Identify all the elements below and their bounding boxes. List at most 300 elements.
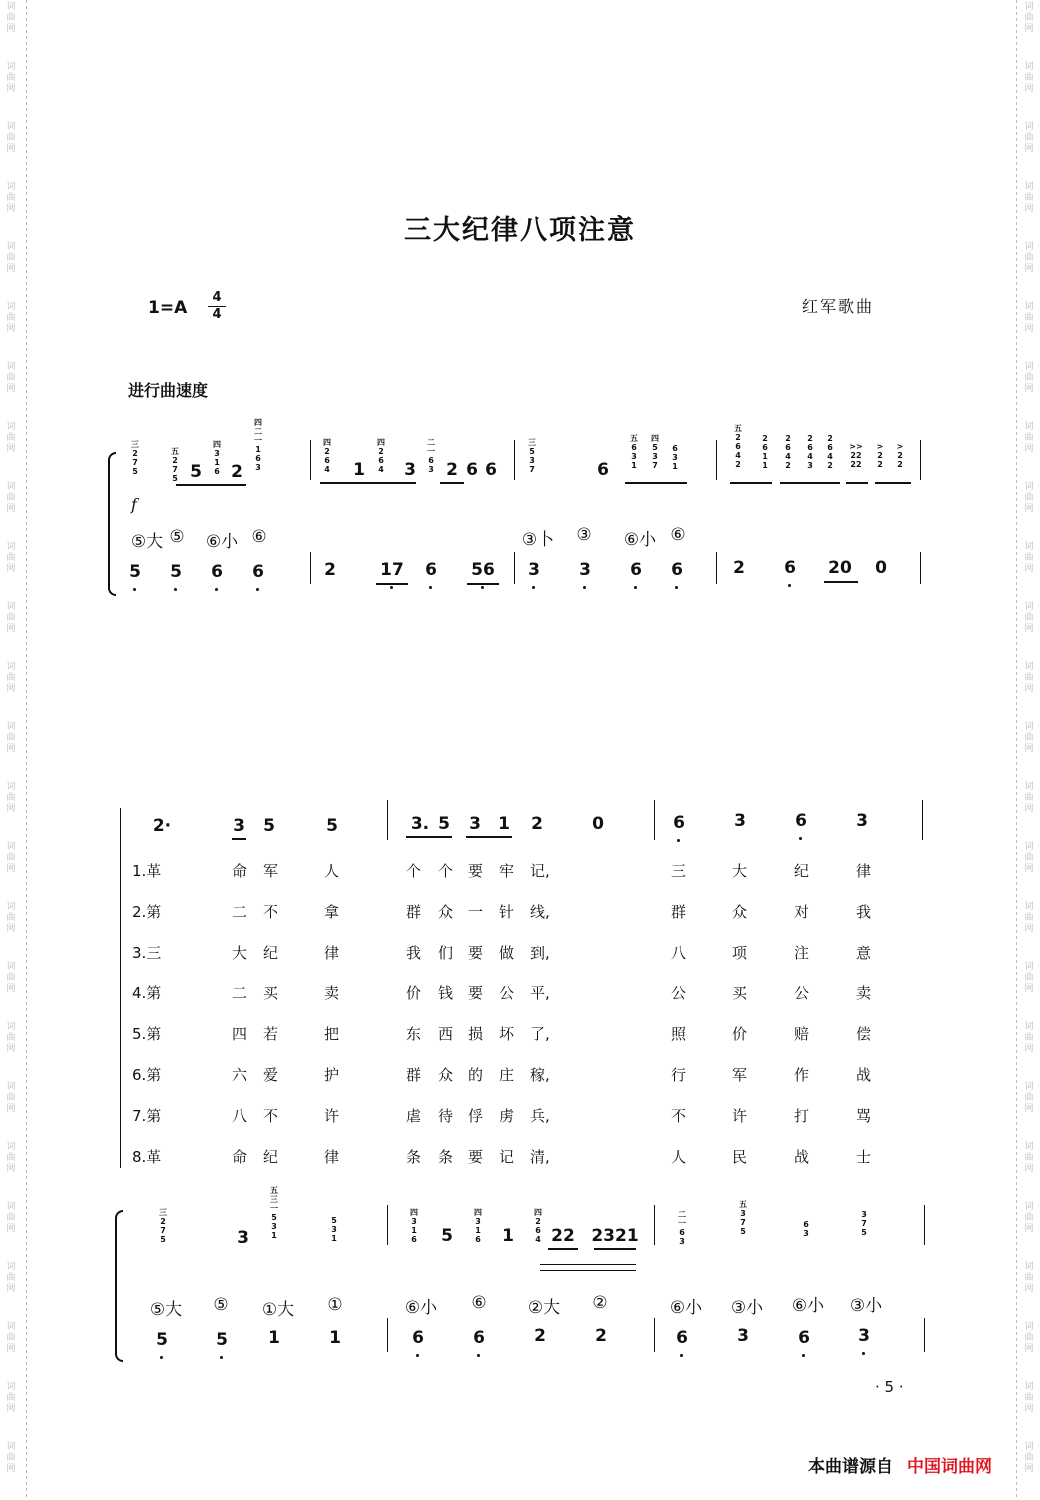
lyric-syllable: 坏: [499, 1025, 515, 1043]
fingering: ⑤大: [130, 532, 164, 552]
lyric-syllable: 拿: [324, 903, 340, 921]
footer-label: 本曲谱源自: [808, 1457, 893, 1477]
melody-note: 2·: [152, 816, 172, 836]
lyric-syllable: 骂: [856, 1107, 872, 1125]
lyric-syllable: 许: [324, 1107, 340, 1125]
lyric-syllable: 1.革: [132, 862, 162, 880]
chord-stack: 四 二 一 1 6 3: [254, 418, 262, 472]
watermark-text: 词 曲 网: [6, 1202, 16, 1234]
chord-stack: 2 6 1 1: [762, 434, 768, 470]
barline: [716, 552, 717, 584]
bass-note: 6: [418, 560, 444, 580]
bass-note: 6: [777, 558, 803, 578]
watermark-text: 词 曲 网: [1024, 662, 1034, 694]
system1-brace: [108, 452, 116, 596]
bass-note: 1: [329, 1328, 341, 1348]
beam: [780, 482, 840, 484]
lyric-syllable: 对: [794, 903, 810, 921]
lyric-syllable: 护: [324, 1066, 340, 1084]
lyric-syllable: 做: [499, 944, 515, 962]
bass-note: 17: [380, 560, 404, 580]
lyric-syllable: 律: [856, 862, 872, 880]
lyric-syllable: 4.第: [132, 984, 162, 1002]
watermark-text: 词 曲 网: [1024, 722, 1034, 754]
chord-stack: 五 3 7 5: [739, 1200, 747, 1236]
lyric-syllable: 6.第: [132, 1066, 162, 1084]
bass-note: 3: [737, 1326, 749, 1346]
melody-note: 3: [856, 811, 868, 831]
bass-note: 56: [471, 560, 495, 580]
lyric-syllable: 记: [499, 1148, 515, 1166]
time-signature-top: 4: [212, 290, 222, 305]
lyric-syllable: 项: [732, 944, 748, 962]
chord-stack: 2 6 4 2: [827, 434, 833, 470]
watermark-text: 词 曲 网: [1024, 1322, 1034, 1354]
note: 2: [231, 462, 243, 482]
fingering: ⑥: [670, 525, 686, 545]
bass-note: 5: [149, 1330, 175, 1350]
watermark-text: 词 曲 网: [6, 362, 16, 394]
melody-note: 3: [469, 814, 481, 834]
fingering: ②: [592, 1293, 608, 1313]
bass-note: 2: [595, 1326, 607, 1346]
bass-note: 0: [875, 558, 887, 578]
watermark-text: 词 曲 网: [6, 542, 16, 574]
lyric-syllable: 战: [794, 1148, 810, 1166]
barline: [310, 552, 311, 584]
chord-stack: 二 一 6 3: [678, 1210, 686, 1246]
lyric-syllable: 群: [406, 903, 422, 921]
melody-note: 5: [438, 814, 450, 834]
lyric-syllable: 虏: [499, 1107, 515, 1125]
watermark-text: 词 曲 网: [1024, 962, 1034, 994]
beam: [846, 482, 868, 484]
decrescendo-line: [540, 1270, 636, 1271]
lyric-syllable: 钱: [438, 984, 454, 1002]
lyric-syllable: 众: [438, 1066, 454, 1084]
lyric-syllable: 稼,: [530, 1066, 550, 1084]
chord-stack: 二 一 6 3: [427, 438, 435, 474]
lyric-syllable: 8.革: [132, 1148, 162, 1166]
watermark-text: 词 曲 网: [6, 1022, 16, 1054]
lyric-syllable: 注: [794, 944, 810, 962]
melody-note: 1: [498, 814, 510, 834]
lyric-syllable: 兵,: [530, 1107, 550, 1125]
lyric-syllable: 清,: [530, 1148, 550, 1166]
fingering: ⑥小: [205, 532, 239, 552]
lyric-syllable: 若: [263, 1025, 279, 1043]
bass-note: 6: [405, 1328, 431, 1348]
chord-stack: 五 三 一 5 3 1: [270, 1186, 278, 1240]
bass-note: 6: [466, 1328, 492, 1348]
watermark-text: 词 曲 网: [1024, 782, 1034, 814]
lyric-syllable: 买: [263, 984, 279, 1002]
lyric-syllable: 公: [794, 984, 810, 1002]
chord-stack: 四 5 3 7: [651, 434, 659, 470]
accent-stack: > 2 2: [876, 442, 884, 469]
watermark-text: 词 曲 网: [6, 962, 16, 994]
fingering: ③卜: [521, 530, 555, 550]
beam: [176, 484, 246, 486]
note: 6: [597, 460, 609, 480]
lyric-syllable: 不: [671, 1107, 687, 1125]
watermark-text: 词 曲 网: [1024, 362, 1034, 394]
beam: [406, 836, 452, 838]
lyric-syllable: 西: [438, 1025, 454, 1043]
lyric-syllable: 个: [438, 862, 454, 880]
lyric-syllable: 2.第: [132, 903, 162, 921]
lyric-syllable: 律: [324, 944, 340, 962]
tempo-marking: 进行曲速度: [128, 381, 209, 400]
note: 3: [404, 460, 416, 480]
lyric-syllable: 战: [856, 1066, 872, 1084]
lyric-syllable: 卖: [324, 984, 340, 1002]
fingering: ③小: [849, 1296, 883, 1316]
watermark-text: 词 曲 网: [6, 122, 16, 154]
bass-note: 6: [245, 562, 271, 582]
watermark-text: 词 曲 网: [6, 902, 16, 934]
melody-note: 2: [531, 814, 543, 834]
chord-stack: 四 2 6 4: [377, 438, 385, 474]
left-barline: [120, 808, 121, 1168]
lyric-syllable: 爱: [263, 1066, 279, 1084]
lyric-syllable: 大: [232, 944, 248, 962]
lyric-syllable: 俘: [468, 1107, 484, 1125]
watermark-text: 词 曲 网: [6, 782, 16, 814]
watermark-text: 词 曲 网: [1024, 242, 1034, 274]
chord-stack: 三 2 7 5: [131, 440, 139, 476]
bass-note: 6: [669, 1328, 695, 1348]
barline: [922, 800, 923, 840]
lyric-syllable: 我: [856, 903, 872, 921]
beam: [320, 482, 416, 484]
lyric-syllable: 众: [732, 903, 748, 921]
barline: [924, 1318, 925, 1352]
melody-note: 5: [263, 816, 275, 836]
lyric-syllable: 人: [324, 862, 340, 880]
barline: [654, 800, 655, 840]
watermark-text: 词 曲 网: [6, 602, 16, 634]
chord-stack: 五 2 6 4 2: [734, 424, 742, 469]
source-footer: [808, 1452, 992, 1477]
watermark-text: 词 曲 网: [1024, 1262, 1034, 1294]
lyric-syllable: 纪: [794, 862, 810, 880]
lyric-syllable: 八: [232, 1107, 248, 1125]
bass-note: 2: [733, 558, 745, 578]
beam: [466, 836, 512, 838]
lyric-syllable: 纪: [263, 944, 279, 962]
bass-note: 20: [828, 558, 852, 578]
watermark-text: 词 曲 网: [6, 662, 16, 694]
watermark-text: 词 曲 网: [1024, 422, 1034, 454]
barline: [920, 440, 921, 480]
lyric-syllable: 行: [671, 1066, 687, 1084]
beam: [730, 482, 772, 484]
lyric-syllable: 军: [732, 1066, 748, 1084]
bass-note: 3: [521, 560, 547, 580]
barline: [924, 1205, 925, 1245]
chord-stack: 四 2 6 4: [323, 438, 331, 474]
lyric-syllable: 条: [406, 1148, 422, 1166]
watermark-text: 词 曲 网: [6, 182, 16, 214]
beam: [440, 482, 464, 484]
watermark-text: 词 曲 网: [1024, 602, 1034, 634]
note: 22: [551, 1226, 575, 1246]
note: 1: [502, 1226, 514, 1246]
watermark-text: 词 曲 网: [6, 1442, 16, 1474]
lyric-syllable: 线,: [530, 903, 550, 921]
barline: [654, 1205, 655, 1245]
lyric-syllable: 把: [324, 1025, 340, 1043]
melody-note: 3: [233, 816, 245, 836]
watermark-text: 词 曲 网: [6, 1322, 16, 1354]
melody-note: 0: [592, 814, 604, 834]
note: 5: [190, 462, 202, 482]
watermark-text: 词 曲 网: [6, 1082, 16, 1114]
lyric-syllable: 一: [468, 903, 484, 921]
lyric-syllable: 律: [324, 1148, 340, 1166]
note: 2321: [591, 1226, 639, 1246]
barline: [716, 440, 717, 480]
fingering: ⑥小: [669, 1298, 703, 1318]
lyric-syllable: 要: [468, 984, 484, 1002]
watermark-text: 词 曲 网: [1024, 1142, 1034, 1174]
watermark-text: 词 曲 网: [1024, 2, 1034, 34]
lyric-syllable: 命: [232, 862, 248, 880]
bass-note: 3: [572, 560, 598, 580]
barline: [514, 552, 515, 584]
lyric-syllable: 意: [856, 944, 872, 962]
footer-site-link[interactable]: 中国词曲网: [907, 1457, 992, 1477]
bass-note: 6: [623, 560, 649, 580]
barline: [387, 1205, 388, 1245]
accent-stack: > 2 2: [896, 442, 904, 469]
melody-note: 5: [326, 816, 338, 836]
fingering: ⑥: [471, 1293, 487, 1313]
fingering: ⑥: [251, 527, 267, 547]
lyric-syllable: 不: [263, 903, 279, 921]
lyric-syllable: 买: [732, 984, 748, 1002]
bass-note: 1: [268, 1328, 280, 1348]
note: 2: [446, 460, 458, 480]
watermark-text: 词 曲 网: [1024, 62, 1034, 94]
fingering: ①大: [261, 1300, 295, 1320]
bass-note: 6: [664, 560, 690, 580]
watermark-text: 词 曲 网: [1024, 1442, 1034, 1474]
chord-stack: 四 3 1 6: [213, 440, 221, 476]
watermark-text: 词 曲 网: [1024, 182, 1034, 214]
watermark-text: 词 曲 网: [6, 1262, 16, 1294]
beam: [548, 1248, 578, 1250]
chord-stack: 2 6 4 3: [807, 434, 813, 470]
lyric-syllable: 纪: [263, 1148, 279, 1166]
melody-note: 6: [666, 813, 692, 833]
barline: [387, 1318, 388, 1352]
beam: [875, 482, 911, 484]
barline: [514, 440, 515, 480]
melody-note: 6: [788, 811, 814, 831]
lyric-syllable: 群: [406, 1066, 422, 1084]
beam: [625, 482, 687, 484]
note: 1: [353, 460, 365, 480]
fingering: ③: [576, 525, 592, 545]
watermark-text: 词 曲 网: [1024, 1022, 1034, 1054]
system3-brace: [115, 1210, 123, 1362]
lyric-syllable: 赔: [794, 1025, 810, 1043]
lyric-syllable: 众: [438, 903, 454, 921]
fingering: ⑥小: [623, 530, 657, 550]
fingering: ⑥小: [404, 1298, 438, 1318]
watermark-text: 词 曲 网: [1024, 1082, 1034, 1114]
lyric-syllable: 照: [671, 1025, 687, 1043]
watermark-text: 词 曲 网: [1024, 482, 1034, 514]
song-source: 红军歌曲: [802, 297, 875, 316]
lyric-syllable: 5.第: [132, 1025, 162, 1043]
lyric-syllable: 记,: [530, 862, 550, 880]
chord-stack: 3 7 5: [861, 1210, 867, 1237]
bass-note: 6: [791, 1328, 817, 1348]
bass-note: 3: [851, 1326, 877, 1346]
lyric-syllable: 东: [406, 1025, 422, 1043]
lyric-syllable: 条: [438, 1148, 454, 1166]
lyric-syllable: 虐: [406, 1107, 422, 1125]
lyric-syllable: 人: [671, 1148, 687, 1166]
lyric-syllable: 们: [438, 944, 454, 962]
lyric-syllable: 公: [671, 984, 687, 1002]
watermark-text: 词 曲 网: [6, 2, 16, 34]
note: 6: [466, 460, 478, 480]
lyric-syllable: 大: [732, 862, 748, 880]
bass-note: 2: [324, 560, 336, 580]
beam: [594, 1248, 636, 1250]
chord-stack: 5 3 1: [331, 1216, 337, 1243]
page-number: · 5 ·: [875, 1378, 904, 1396]
lyric-syllable: 的: [468, 1066, 484, 1084]
fingering: ⑥小: [791, 1296, 825, 1316]
beam: [824, 581, 858, 583]
lyric-syllable: 要: [468, 1148, 484, 1166]
watermark-text: 词 曲 网: [6, 422, 16, 454]
lyric-syllable: 个: [406, 862, 422, 880]
lyric-syllable: 士: [856, 1148, 872, 1166]
bass-note: 5: [163, 562, 189, 582]
barline: [310, 440, 311, 480]
lyric-syllable: 要: [468, 944, 484, 962]
watermark-text: 词 曲 网: [6, 242, 16, 274]
lyric-syllable: 许: [732, 1107, 748, 1125]
lyric-syllable: 不: [263, 1107, 279, 1125]
lyric-syllable: 牢: [499, 862, 515, 880]
fingering: ⑤大: [149, 1300, 183, 1320]
watermark-text: 词 曲 网: [1024, 542, 1034, 574]
lyric-syllable: 公: [499, 984, 515, 1002]
watermark-text: 词 曲 网: [6, 482, 16, 514]
watermark-text: 词 曲 网: [1024, 842, 1034, 874]
lyric-syllable: 了,: [530, 1025, 550, 1043]
chord-stack: 五 6 3 1: [630, 434, 638, 470]
barline: [920, 552, 921, 584]
watermark-text: 词 曲 网: [6, 1382, 16, 1414]
fingering: ①: [327, 1295, 343, 1315]
watermark-text: 词 曲 网: [1024, 302, 1034, 334]
melody-note: 3.: [410, 814, 430, 834]
fingering: ③小: [730, 1298, 764, 1318]
chord-stack: 四 3 1 6: [410, 1208, 418, 1244]
watermark-text: 词 曲 网: [6, 302, 16, 334]
time-signature: [208, 291, 226, 322]
lyric-syllable: 民: [732, 1148, 748, 1166]
lyric-syllable: 价: [732, 1025, 748, 1043]
lyric-syllable: 打: [794, 1107, 810, 1125]
watermark-text: 词 曲 网: [1024, 1202, 1034, 1234]
fingering: ⑤: [213, 1295, 229, 1315]
key-signature: 1=A: [148, 298, 188, 318]
watermark-text: 词 曲 网: [1024, 1382, 1034, 1414]
time-signature-bottom: 4: [212, 307, 222, 322]
watermark-text: 词 曲 网: [6, 842, 16, 874]
lyric-syllable: 军: [263, 862, 279, 880]
lyric-syllable: 偿: [856, 1025, 872, 1043]
lyric-syllable: 待: [438, 1107, 454, 1125]
beam: [376, 583, 408, 585]
barline: [654, 1318, 655, 1352]
chord-stack: 四 3 1 6: [474, 1208, 482, 1244]
chord-stack: 五 2 7 5: [171, 447, 179, 483]
lyric-syllable: 到,: [530, 944, 550, 962]
watermark-text: 词 曲 网: [1024, 122, 1034, 154]
lyric-syllable: 命: [232, 1148, 248, 1166]
lyric-syllable: 三: [671, 862, 687, 880]
chord-stack: 三 2 7 5: [159, 1208, 167, 1244]
note: 5: [441, 1226, 453, 1246]
fingering: ⑤: [169, 527, 185, 547]
lyric-syllable: 庄: [499, 1066, 515, 1084]
fingering: ②大: [527, 1298, 561, 1318]
bass-note: 2: [534, 1326, 546, 1346]
chord-stack: 四 2 6 4: [534, 1208, 542, 1244]
accent-stack: >> 22 22: [849, 442, 863, 469]
watermark-text: 词 曲 网: [6, 1142, 16, 1174]
lyric-syllable: 卖: [856, 984, 872, 1002]
lyric-syllable: 要: [468, 862, 484, 880]
chord-stack: 6 3: [803, 1220, 809, 1238]
decrescendo-line: [540, 1264, 636, 1265]
lyric-syllable: 3.三: [132, 944, 162, 962]
beam: [467, 583, 499, 585]
watermark-text: 词 曲 网: [6, 722, 16, 754]
lyric-syllable: 二: [232, 984, 248, 1002]
lyric-syllable: 群: [671, 903, 687, 921]
lyric-syllable: 损: [468, 1025, 484, 1043]
lyric-syllable: 针: [499, 903, 515, 921]
chord-stack: 6 3 1: [672, 444, 678, 471]
lyric-syllable: 二: [232, 903, 248, 921]
note: 3: [237, 1228, 249, 1248]
note: 6: [485, 460, 497, 480]
page-title: 三大纪律八项注意: [404, 215, 636, 246]
lyric-syllable: 价: [406, 984, 422, 1002]
bass-note: 5: [122, 562, 148, 582]
watermark-text: 词 曲 网: [6, 62, 16, 94]
bass-note: 5: [209, 1330, 235, 1350]
melody-note: 3: [734, 811, 746, 831]
barline: [387, 800, 388, 840]
chord-stack: 2 6 4 2: [785, 434, 791, 470]
chord-stack: 三 5 3 7: [528, 438, 536, 474]
lyric-syllable: 我: [406, 944, 422, 962]
lyric-syllable: 六: [232, 1066, 248, 1084]
lyric-syllable: 作: [794, 1066, 810, 1084]
